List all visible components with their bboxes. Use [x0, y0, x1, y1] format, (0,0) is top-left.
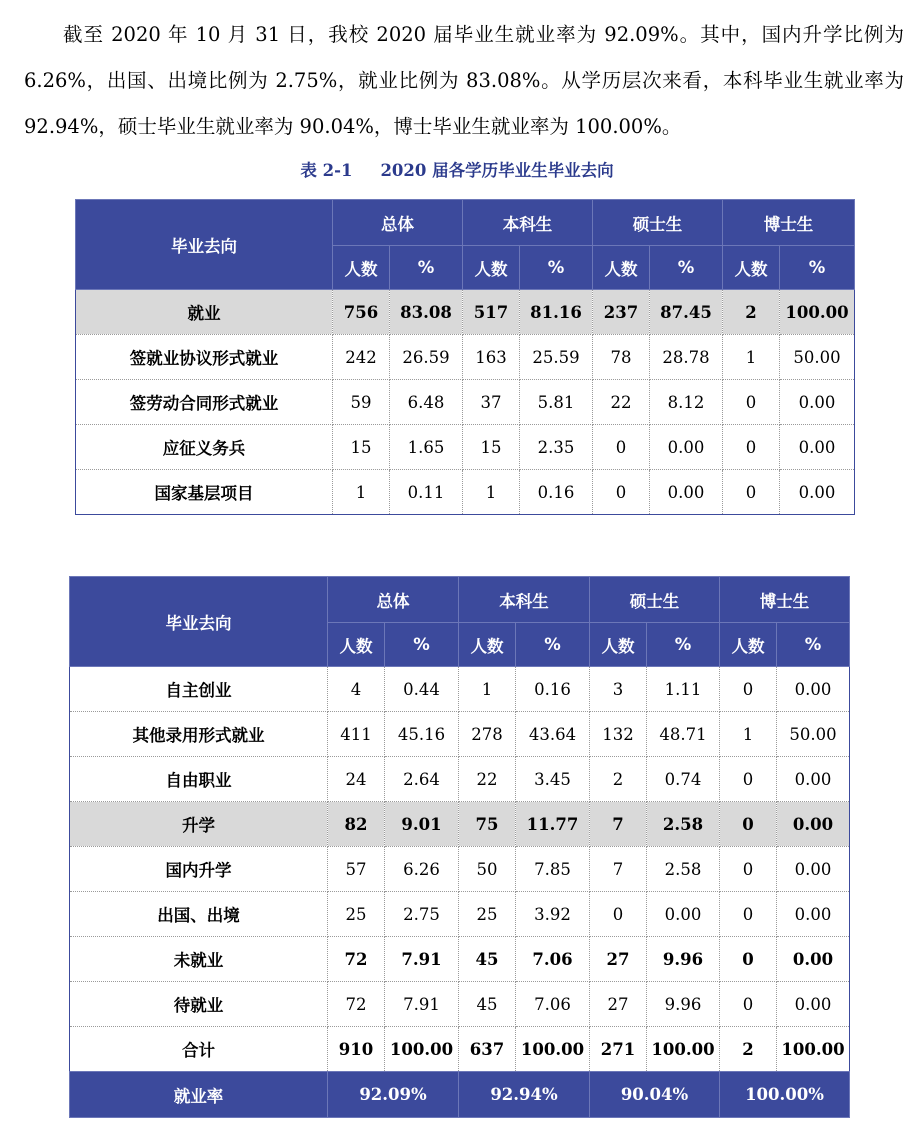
data-cell: 2.75 [385, 892, 459, 937]
header-sub: % [777, 623, 850, 667]
data-cell: 1 [463, 470, 520, 515]
data-cell: 7 [590, 847, 647, 892]
data-cell: 9.96 [647, 982, 720, 1027]
data-cell: 3.45 [516, 757, 590, 802]
data-cell: 24 [328, 757, 385, 802]
data-cell: 8.12 [650, 380, 723, 425]
data-cell: 0.00 [650, 425, 723, 470]
data-cell: 411 [328, 712, 385, 757]
data-cell: 7.06 [516, 982, 590, 1027]
data-cell: 50.00 [780, 335, 855, 380]
data-cell: 0.00 [650, 470, 723, 515]
header-sub: 人数 [590, 623, 647, 667]
data-cell: 100.00 [777, 1027, 850, 1072]
data-cell: 0 [590, 892, 647, 937]
row-label: 出国、出境 [70, 892, 328, 937]
data-cell: 278 [459, 712, 516, 757]
data-cell: 7.06 [516, 937, 590, 982]
data-cell: 0 [593, 470, 650, 515]
data-cell: 3 [590, 667, 647, 712]
data-cell: 0 [723, 380, 780, 425]
table-row [76, 425, 855, 470]
data-cell: 25 [328, 892, 385, 937]
header-group-total: 总体 [333, 200, 463, 246]
table-row [70, 847, 850, 892]
data-cell: 83.08 [390, 290, 463, 335]
data-cell: 2 [590, 757, 647, 802]
data-cell: 0 [720, 982, 777, 1027]
data-cell: 0.00 [780, 425, 855, 470]
header-sub: 人数 [723, 246, 780, 290]
data-cell: 0.00 [780, 470, 855, 515]
data-cell: 75 [459, 802, 516, 847]
table-caption [0, 156, 914, 186]
header-sub: 人数 [720, 623, 777, 667]
data-cell: 0.00 [777, 847, 850, 892]
data-cell: 0.44 [385, 667, 459, 712]
data-cell: 11.77 [516, 802, 590, 847]
data-cell: 0.00 [777, 667, 850, 712]
data-cell: 50.00 [777, 712, 850, 757]
data-cell: 0.00 [777, 892, 850, 937]
data-cell: 756 [333, 290, 390, 335]
data-cell: 0.00 [647, 892, 720, 937]
rate-cell: 90.04% [590, 1072, 720, 1118]
data-cell: 57 [328, 847, 385, 892]
table-row [70, 982, 850, 1027]
data-cell: 1.11 [647, 667, 720, 712]
data-cell: 9.96 [647, 937, 720, 982]
rate-cell: 92.09% [328, 1072, 459, 1118]
data-cell: 237 [593, 290, 650, 335]
data-cell: 0 [720, 667, 777, 712]
row-label: 未就业 [70, 937, 328, 982]
header-sub: % [780, 246, 855, 290]
data-cell: 0 [720, 892, 777, 937]
data-cell: 0.16 [520, 470, 593, 515]
data-cell: 27 [590, 937, 647, 982]
table-number: 表 2-1 [300, 161, 353, 180]
data-cell: 48.71 [647, 712, 720, 757]
table-row [76, 470, 855, 515]
header-sub: 人数 [593, 246, 650, 290]
data-cell: 81.16 [520, 290, 593, 335]
data-cell: 15 [463, 425, 520, 470]
data-cell: 100.00 [647, 1027, 720, 1072]
data-cell: 2.35 [520, 425, 593, 470]
data-cell: 22 [459, 757, 516, 802]
data-cell: 5.81 [520, 380, 593, 425]
table-row [70, 712, 850, 757]
data-cell: 2 [720, 1027, 777, 1072]
data-cell: 15 [333, 425, 390, 470]
header-sub: % [520, 246, 593, 290]
data-cell: 0 [593, 425, 650, 470]
table-row [76, 335, 855, 380]
row-label: 自主创业 [70, 667, 328, 712]
rate-cell: 100.00% [720, 1072, 850, 1118]
data-cell: 1.65 [390, 425, 463, 470]
row-label: 签就业协议形式就业 [76, 335, 333, 380]
table-row [70, 892, 850, 937]
data-cell: 72 [328, 982, 385, 1027]
table-title: 2020 届各学历毕业生毕业去向 [380, 161, 614, 180]
data-cell: 0 [720, 937, 777, 982]
header-sub: 人数 [463, 246, 520, 290]
header-category: 毕业去向 [76, 200, 333, 290]
data-cell: 45 [459, 937, 516, 982]
data-cell: 271 [590, 1027, 647, 1072]
data-cell: 0.00 [777, 757, 850, 802]
header-sub: % [516, 623, 590, 667]
data-cell: 0.16 [516, 667, 590, 712]
data-cell: 28.78 [650, 335, 723, 380]
row-label: 应征义务兵 [76, 425, 333, 470]
data-cell: 7.91 [385, 937, 459, 982]
data-cell: 72 [328, 937, 385, 982]
table-row [70, 667, 850, 712]
data-cell: 25.59 [520, 335, 593, 380]
data-cell: 0 [723, 470, 780, 515]
data-cell: 6.26 [385, 847, 459, 892]
data-cell: 25 [459, 892, 516, 937]
data-cell: 0.00 [777, 982, 850, 1027]
row-label: 自由职业 [70, 757, 328, 802]
data-cell: 7.91 [385, 982, 459, 1027]
data-cell: 9.01 [385, 802, 459, 847]
data-cell: 1 [333, 470, 390, 515]
row-label: 签劳动合同形式就业 [76, 380, 333, 425]
header-group-phd: 博士生 [720, 577, 850, 623]
data-cell: 0.00 [777, 802, 850, 847]
data-cell: 0.11 [390, 470, 463, 515]
data-cell: 517 [463, 290, 520, 335]
data-cell: 0.00 [780, 380, 855, 425]
data-cell: 3.92 [516, 892, 590, 937]
row-label: 其他录用形式就业 [70, 712, 328, 757]
data-cell: 7.85 [516, 847, 590, 892]
data-cell: 37 [463, 380, 520, 425]
table-row [76, 380, 855, 425]
rate-cell: 92.94% [459, 1072, 590, 1118]
data-cell: 132 [590, 712, 647, 757]
data-cell: 50 [459, 847, 516, 892]
header-sub: 人数 [328, 623, 385, 667]
data-cell: 7 [590, 802, 647, 847]
header-group-total: 总体 [328, 577, 459, 623]
data-cell: 45.16 [385, 712, 459, 757]
row-label: 国内升学 [70, 847, 328, 892]
data-cell: 59 [333, 380, 390, 425]
row-label: 待就业 [70, 982, 328, 1027]
header-group-phd: 博士生 [723, 200, 855, 246]
header-sub: % [650, 246, 723, 290]
data-cell: 45 [459, 982, 516, 1027]
data-cell: 637 [459, 1027, 516, 1072]
data-cell: 78 [593, 335, 650, 380]
data-cell: 22 [593, 380, 650, 425]
row-label: 升学 [70, 802, 328, 847]
data-cell: 0 [720, 802, 777, 847]
row-label: 合计 [70, 1027, 328, 1072]
data-cell: 6.48 [390, 380, 463, 425]
data-cell: 4 [328, 667, 385, 712]
data-cell: 27 [590, 982, 647, 1027]
header-group-master: 硕士生 [590, 577, 720, 623]
header-group-undergrad: 本科生 [459, 577, 590, 623]
header-sub: % [390, 246, 463, 290]
destination-table-part1 [75, 199, 855, 515]
data-cell: 2.58 [647, 802, 720, 847]
data-cell: 100.00 [385, 1027, 459, 1072]
data-cell: 87.45 [650, 290, 723, 335]
table-row [70, 937, 850, 982]
employment-rate-row [70, 1072, 850, 1118]
data-cell: 0 [723, 425, 780, 470]
data-cell: 1 [459, 667, 516, 712]
header-group-undergrad: 本科生 [463, 200, 593, 246]
intro-paragraph: 截至 2020 年 10 月 31 日，我校 2020 届毕业生就业率为 92.09%。其中，国内升学比例为 6.26%，出国、出境比例为 2.75%，就业比例为 83.08%。从学历层次来看，本科毕业生就业率为 92.94%，硕士毕业生就业率为 90.04%，博士毕业生就业率为 100.00%。 [24, 23, 904, 138]
data-cell: 0.00 [777, 937, 850, 982]
header-sub: % [647, 623, 720, 667]
data-cell: 242 [333, 335, 390, 380]
header-group-master: 硕士生 [593, 200, 723, 246]
data-cell: 1 [723, 335, 780, 380]
data-cell: 2.58 [647, 847, 720, 892]
row-label: 就业 [76, 290, 333, 335]
data-cell: 2 [723, 290, 780, 335]
table-row [70, 802, 850, 847]
data-cell: 82 [328, 802, 385, 847]
header-sub: % [385, 623, 459, 667]
data-cell: 0.74 [647, 757, 720, 802]
table-row [70, 1027, 850, 1072]
table-row [76, 290, 855, 335]
table-row [70, 757, 850, 802]
row-label: 国家基层项目 [76, 470, 333, 515]
data-cell: 100.00 [780, 290, 855, 335]
data-cell: 26.59 [390, 335, 463, 380]
header-sub: 人数 [459, 623, 516, 667]
header-category: 毕业去向 [70, 577, 328, 667]
data-cell: 2.64 [385, 757, 459, 802]
data-cell: 1 [720, 712, 777, 757]
destination-table-part2 [69, 576, 850, 1118]
data-cell: 43.64 [516, 712, 590, 757]
data-cell: 163 [463, 335, 520, 380]
row-label: 就业率 [70, 1072, 328, 1118]
data-cell: 0 [720, 847, 777, 892]
data-cell: 0 [720, 757, 777, 802]
data-cell: 100.00 [516, 1027, 590, 1072]
data-cell: 910 [328, 1027, 385, 1072]
header-sub: 人数 [333, 246, 390, 290]
